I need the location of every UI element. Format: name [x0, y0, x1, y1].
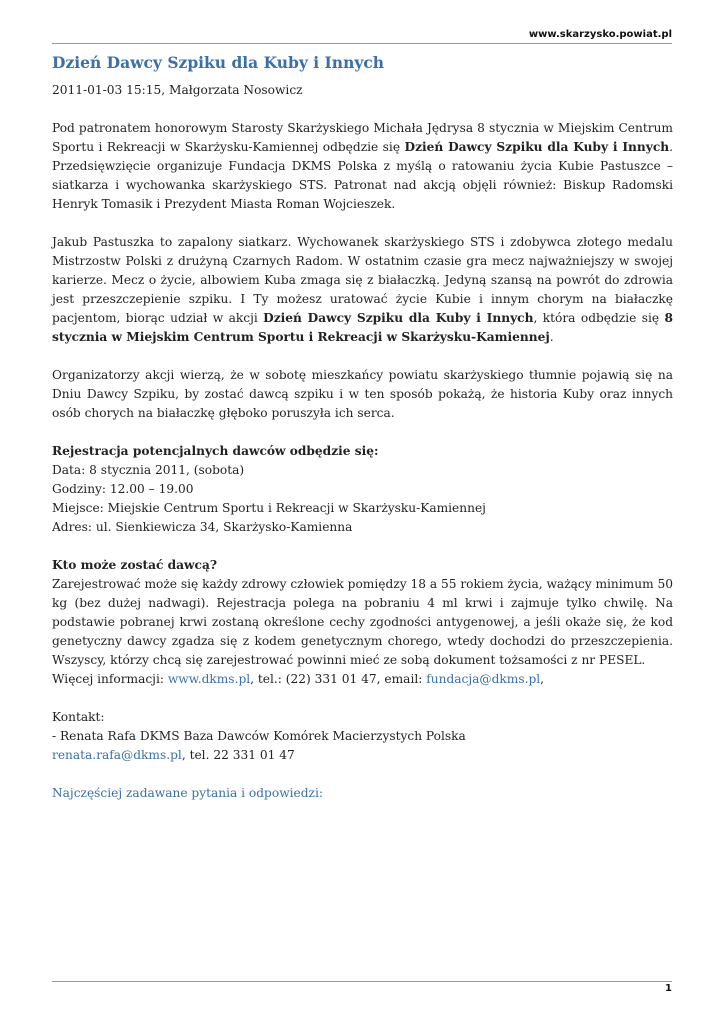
faq-link[interactable]: Najczęściej zadawane pytania i odpowiedzi:	[52, 786, 323, 800]
registration-date: Data: 8 stycznia 2011, (sobota)	[52, 463, 245, 477]
registration-place: Miejsce: Miejskie Centrum Sportu i Rekreacji w Skarżysku-Kamiennej	[52, 501, 486, 515]
fundacja-email-link[interactable]: fundacja@dkms.pl	[426, 672, 541, 686]
article	[52, 53, 673, 822]
registration-address: Adres: ul. Sienkiewicza 34, Skarżysko-Kamienna	[52, 520, 353, 534]
donor-text: Zarejestrować może się każdy zdrowy człowiek pomiędzy 18 a 55 rokiem życia, ważący minimum 50 kg (bez dużej nadwagi). Rejestracja polega na pobraniu 4 ml krwi i zajmuje tylko chwilę. Na podstawie pobranej krwi zostaną określone cechy zgodności antygenowej, a jeśli okaże się, że kod genetyczny dawcy zgadza się z kodem genetycznym chorego, wtedy dochodzi do przeszczepienia. Wszyscy, którzy chcą się zarejestrować powinni mieć ze sobą dokument tożsamości z nr PESEL.	[52, 577, 674, 667]
site-url: www.skarzysko.powiat.pl	[528, 29, 672, 40]
footer-divider	[52, 981, 672, 982]
contact-email-link[interactable]: renata.rafa@dkms.pl	[52, 748, 182, 762]
registration-section	[52, 442, 673, 537]
event-name: Dzień Dawcy Szpiku dla Kuby i Innych	[263, 311, 534, 325]
article-title: Dzień Dawcy Szpiku dla Kuby i Innych	[52, 53, 385, 72]
event-date-place: 8 stycznia w Miejskim Centrum Sportu i Rekreacji w Skarżysku-Kamiennej	[52, 311, 674, 344]
more-info-label: Więcej informacji:	[52, 672, 168, 686]
text: , która odbędzie się	[533, 311, 665, 325]
contact-section	[52, 708, 673, 765]
faq-section	[52, 784, 673, 803]
donor-heading: Kto może zostać dawcą?	[52, 558, 218, 572]
contact-phone: , tel. 22 331 01 47	[181, 748, 295, 762]
donor-section	[52, 556, 673, 689]
registration-heading: Rejestracja potencjalnych dawców odbędzie się:	[52, 444, 379, 458]
contact-person: - Renata Rafa DKMS Baza Dawców Komórek Macierzystych Polska	[52, 729, 466, 743]
article-meta: 2011-01-03 15:15, Małgorzata Nosowicz	[52, 83, 303, 97]
header-divider	[52, 43, 672, 44]
paragraph-organizers: Organizatorzy akcji wierzą, że w sobotę mieszkańcy powiatu skarżyskiego tłumnie pojawią się na Dniu Dawcy Szpiku, by zostać dawcą szpiku i w ten sposób pokażą, że historia Kuby oraz innych osób chorych na białaczkę głęboko poruszyła ich serca.	[52, 368, 673, 420]
text: . Przedsięwzięcie organizuje Fundacja DKMS Polska z myślą o ratowaniu życia Kubie Pastuszce – siatkarza i wychowanka skarżyskiego STS. Patronat nad akcją objęli również: Biskup Radomski Henryk Tomasik i Prezydent Miasta Roman Wojcieszek.	[52, 140, 673, 211]
dkms-website-link[interactable]: www.dkms.pl	[167, 672, 251, 686]
registration-hours: Godziny: 12.00 – 19.00	[52, 482, 194, 496]
text: .	[549, 330, 554, 344]
text: ,	[540, 672, 545, 686]
page-number: 1	[665, 983, 672, 994]
text: Pod patronatem honorowym Starosty Skarżyskiego Michała Jędrysa 8 stycznia w Miejskim Centrum Sportu i Rekreacji w Skarżysku-Kamiennej odbędzie się	[52, 121, 673, 154]
more-info-phone: , tel.: (22) 331 01 47, email:	[250, 672, 427, 686]
paragraph-kuba	[52, 233, 673, 347]
event-name: Dzień Dawcy Szpiku dla Kuby i Innych	[404, 140, 670, 154]
text: Jakub Pastuszka to zapalony siatkarz. Wychowanek skarżyskiego STS i zdobywca złotego medalu Mistrzostw Polski z drużyną Czarnych Radom. W ostatnim czasie gra mecz najważniejszy w swojej karierze. Mecz o życie, albowiem Kuba zmaga się z białaczką. Jedyną szansą na powrót do zdrowia jest przeszczepienie szpiku. I Ty możesz uratować życie Kubie i innym chorym na białaczkę pacjentom, biorąc udział w akcji	[52, 235, 673, 325]
paragraph-intro	[52, 119, 673, 214]
contact-label: Kontakt:	[52, 710, 105, 724]
